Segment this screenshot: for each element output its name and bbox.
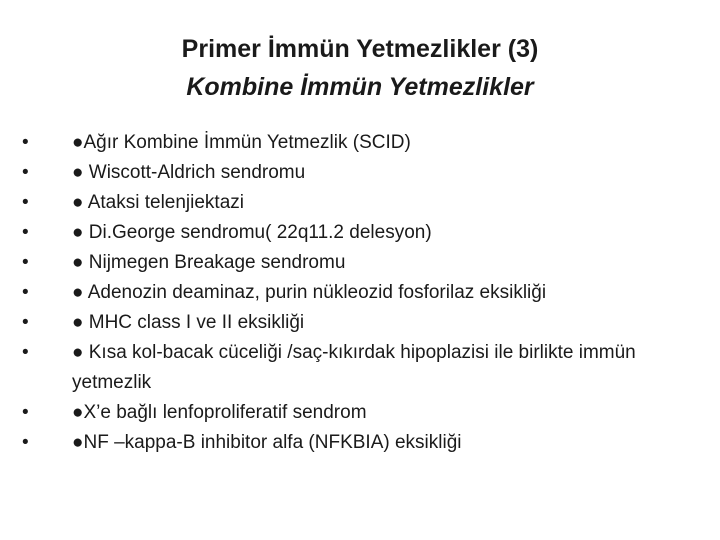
- bullet-list: [22, 128, 702, 458]
- list-item-text: ● Wiscott-Aldrich sendromu: [72, 162, 306, 183]
- bullet-dot-icon: •: [22, 222, 29, 243]
- bullet-dot-icon: •: [22, 312, 29, 333]
- list-item-text: ● MHC class I ve II eksikliği: [72, 312, 305, 333]
- list-item: [22, 218, 702, 248]
- slide-title: [0, 30, 720, 106]
- list-item-text: ● Adenozin deaminaz, purin nükleozid fosforilaz eksikliği: [72, 282, 547, 303]
- list-item: [22, 398, 702, 428]
- list-item: [22, 128, 702, 158]
- bullet-dot-icon: •: [22, 402, 29, 423]
- list-item: [22, 338, 702, 398]
- list-item: [22, 428, 702, 458]
- bullet-dot-icon: •: [22, 132, 29, 153]
- bullet-dot-icon: •: [22, 162, 29, 183]
- list-item-text: ●X’e bağlı lenfoproliferatif sendrom: [72, 402, 367, 423]
- bullet-dot-icon: •: [22, 252, 29, 273]
- list-item: [22, 158, 702, 188]
- bullet-dot-icon: •: [22, 192, 29, 213]
- list-item-text: ● Di.George sendromu( 22q11.2 delesyon): [72, 222, 432, 243]
- title-main: Primer İmmün Yetmezlikler (3): [181, 35, 539, 63]
- bullet-dot-icon: •: [22, 282, 29, 303]
- list-item-text: ●Ağır Kombine İmmün Yetmezlik (SCID): [72, 132, 411, 153]
- list-item: [22, 248, 702, 278]
- list-item: [22, 278, 702, 308]
- list-item-text: ● Kısa kol-bacak cüceliği /saç-kıkırdak hipoplazisi ile birlikte immün yetmezlik: [72, 342, 636, 393]
- bullet-dot-icon: •: [22, 342, 29, 363]
- list-item: [22, 188, 702, 218]
- bullet-dot-icon: •: [22, 432, 29, 453]
- list-item-text: ● Nijmegen Breakage sendromu: [72, 252, 346, 273]
- list-item-text: ● Ataksi telenjiektazi: [72, 192, 245, 213]
- title-subtitle: Kombine İmmün Yetmezlikler: [186, 73, 534, 101]
- list-item: [22, 308, 702, 338]
- list-item-text: ●NF –kappa-B inhibitor alfa (NFKBIA) eksikliği: [72, 432, 462, 453]
